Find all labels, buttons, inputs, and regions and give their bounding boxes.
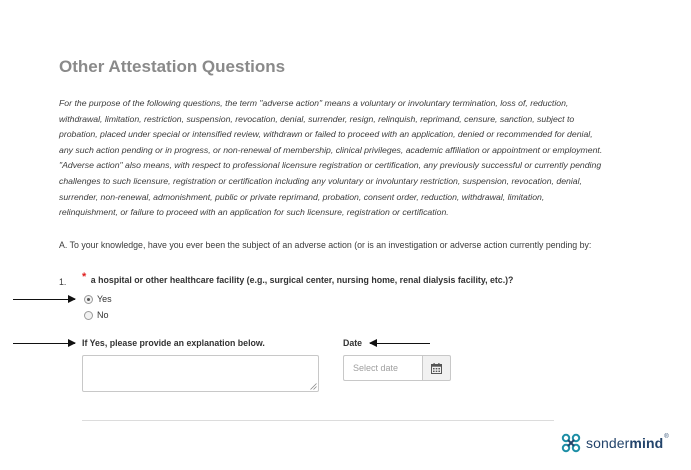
- radio-yes-button[interactable]: [84, 295, 93, 304]
- calendar-icon: [431, 363, 442, 374]
- question-a-text: A. To your knowledge, have you ever been the subject of an adverse action (or is an investigation or adverse action currently pending by:: [59, 240, 592, 250]
- required-asterisk: *: [82, 271, 87, 283]
- date-input[interactable]: Select date: [343, 355, 422, 381]
- section-divider: [82, 420, 554, 421]
- sondermind-wordmark: sondermind: [586, 435, 664, 451]
- page-title: Other Attestation Questions: [59, 57, 286, 76]
- arrow-pointing-yes: [13, 299, 75, 300]
- arrow-pointing-explanation: [13, 343, 75, 344]
- radio-no-button[interactable]: [84, 311, 93, 320]
- sondermind-logo: [560, 432, 669, 454]
- adverse-action-definition: For the purpose of the following questions, the term "adverse action" means a voluntary or involuntary termination, loss of, reduction, withdrawal, limitation, restriction, suspension, revocation, denial, surrender, resign, relinquish, reprimand, censure, sanction, subject to probation, placed under special or intensified review, withdrawn or failed to proceed with an application, denied or recommended for denial, any such action pending or in progress, or non-renewal of membership, clinical privileges, academic affiliation or appointment or employment. "Adverse action" also means, with respect to professional licensure registration or certification, any previously successful or currently pending challenges to such licensure, registration or certification including any voluntary or involuntary restriction, suspension, revocation, denial, surrender, non-renewal, admonishment, public or private reprimand, probation, consent order, reduction, withdrawal, limitation, relinquishment, or failure to proceed with an application for such licensure, registration or certification.: [59, 98, 603, 218]
- radio-option-no[interactable]: [84, 310, 109, 320]
- question-number: 1.: [59, 277, 67, 287]
- radio-yes-label: Yes: [97, 294, 112, 304]
- arrow-pointing-date: [370, 343, 430, 344]
- date-label: Date: [343, 338, 363, 348]
- radio-no-label: No: [97, 310, 109, 320]
- resize-grip-icon[interactable]: [310, 383, 317, 390]
- radio-option-yes[interactable]: [84, 294, 112, 304]
- explanation-label: If Yes, please provide an explanation below.: [82, 338, 265, 348]
- question-1-label: [82, 271, 514, 286]
- question-1-text: a hospital or other healthcare facility (e.g., surgical center, nursing home, renal dialysis facility, etc.)?: [90, 275, 514, 285]
- registered-mark: ®: [664, 434, 669, 440]
- date-picker-button[interactable]: [422, 355, 451, 381]
- sondermind-logo-icon: [560, 432, 582, 454]
- explanation-textarea[interactable]: [82, 355, 319, 392]
